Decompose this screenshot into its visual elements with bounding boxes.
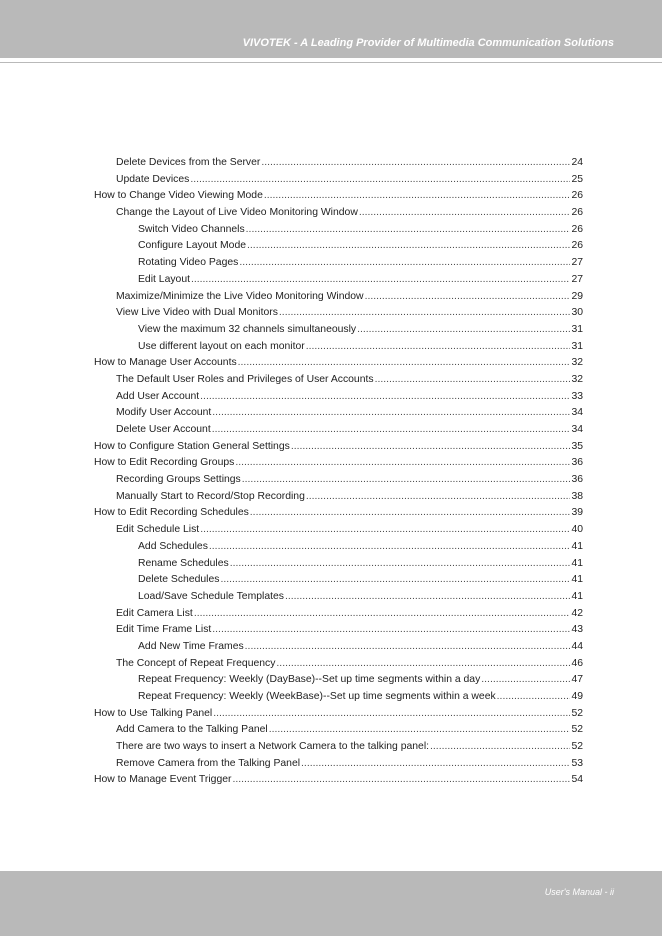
toc-entry-title: How to Manage Event Trigger [94, 774, 232, 786]
toc-dot-leader [365, 289, 571, 306]
toc-entry-page: 49 [571, 691, 583, 702]
toc-entry-page: 47 [571, 674, 583, 686]
toc-entry-title: Load/Save Schedule Templates [138, 590, 284, 602]
toc-entry-page: 26 [571, 240, 583, 252]
toc-entry-page: 27 [571, 257, 583, 269]
toc-entry-page: 44 [571, 640, 583, 652]
toc-entry-page: 52 [571, 741, 583, 753]
toc-entry-title: Remove Camera from the Talking Panel [116, 757, 301, 769]
toc-dot-leader [261, 155, 570, 172]
toc-dot-leader [232, 772, 570, 789]
toc-entry-title: Use different layout on each monitor [138, 340, 305, 352]
toc-entry-page: 38 [571, 490, 583, 502]
toc-entry-title: Delete Schedules [138, 574, 220, 586]
toc-entry[interactable] [94, 389, 583, 406]
toc-entry[interactable] [94, 172, 583, 189]
toc-entry[interactable] [94, 188, 583, 205]
toc-entry[interactable] [94, 238, 583, 255]
toc-entry[interactable] [94, 505, 583, 522]
toc-entry-title: Add Schedules [138, 540, 208, 552]
toc-dot-leader [235, 455, 570, 472]
toc-entry-page: 42 [571, 607, 583, 619]
toc-entry[interactable] [94, 339, 583, 356]
toc-entry-page: 41 [571, 574, 583, 586]
toc-entry-title: Edit Time Frame List [116, 624, 212, 636]
toc-entry[interactable] [94, 422, 583, 439]
toc-entry[interactable] [94, 572, 583, 589]
toc-dot-leader [357, 322, 570, 339]
toc-dot-leader [245, 639, 571, 656]
toc-entry-page: 33 [571, 390, 583, 402]
toc-entry-page: 40 [571, 524, 583, 536]
toc-dot-leader [481, 672, 570, 689]
toc-dot-leader [191, 272, 570, 289]
toc-entry-title: Manually Start to Record/Stop Recording [116, 490, 305, 502]
toc-entry[interactable] [94, 639, 583, 656]
toc-entry-page: 41 [571, 557, 583, 569]
toc-entry-title: How to Use Talking Panel [94, 707, 213, 719]
toc-entry-title: There are two ways to insert a Network Camera to the talking panel: [116, 741, 430, 753]
header-title: VIVOTEK - A Leading Provider of Multimedia Communication Solutions [242, 37, 614, 49]
toc-entry-title: How to Manage User Accounts [94, 357, 237, 369]
toc-entry[interactable] [94, 472, 583, 489]
toc-dot-leader [194, 606, 571, 623]
toc-entry[interactable] [94, 455, 583, 472]
toc-entry-title: Configure Layout Mode [138, 240, 247, 252]
toc-entry[interactable] [94, 222, 583, 239]
toc-entry-title: Repeat Frequency: Weekly (WeekBase)--Set up time segments within a week [138, 691, 496, 702]
toc-entry-title: Maximize/Minimize the Live Video Monitoring Window [116, 290, 364, 302]
toc-entry-title: Change the Layout of Live Video Monitoring Window [116, 207, 358, 219]
toc-entry-title: View the maximum 32 channels simultaneously [138, 323, 357, 335]
toc-entry-page: 24 [571, 157, 583, 168]
toc-dot-leader [269, 722, 571, 739]
toc-entry-title: How to Edit Recording Schedules [94, 507, 249, 519]
toc-dot-leader [209, 539, 571, 556]
toc-dot-leader [212, 422, 571, 439]
toc-entry-title: Modify User Account [116, 407, 212, 419]
toc-entry-title: Delete User Account [116, 424, 211, 435]
toc-entry-page: 43 [571, 624, 583, 636]
toc-entry[interactable] [94, 706, 583, 723]
toc-entry[interactable] [94, 322, 583, 339]
toc-entry-title: Update Devices [116, 173, 190, 185]
toc-entry[interactable] [94, 689, 583, 706]
toc-dot-leader [359, 205, 571, 222]
toc-entry[interactable] [94, 672, 583, 689]
toc-dot-leader [247, 238, 570, 255]
table-of-contents [94, 155, 583, 789]
toc-dot-leader [497, 689, 571, 706]
toc-dot-leader [301, 756, 570, 773]
toc-dot-leader [375, 372, 571, 389]
toc-entry-title: Add New Time Frames [138, 640, 244, 652]
toc-entry-page: 46 [571, 657, 583, 669]
toc-entry-page: 26 [571, 223, 583, 235]
toc-entry-page: 35 [571, 440, 583, 452]
toc-entry-title: Repeat Frequency: Weekly (DayBase)--Set up time segments within a day [138, 674, 481, 686]
toc-entry-page: 31 [571, 340, 583, 352]
toc-entry[interactable] [94, 255, 583, 272]
toc-entry-page: 53 [571, 757, 583, 769]
page-footer [0, 871, 662, 936]
toc-entry[interactable] [94, 522, 583, 539]
toc-entry-title: Rotating Video Pages [138, 257, 239, 269]
toc-entry[interactable] [94, 622, 583, 639]
toc-entry-page: 36 [571, 457, 583, 469]
header-divider [0, 62, 662, 63]
toc-entry[interactable] [94, 439, 583, 456]
toc-dot-leader [238, 355, 571, 372]
page-header [0, 0, 662, 58]
toc-entry-title: The Default User Roles and Privileges of User Accounts [116, 373, 374, 385]
toc-entry[interactable] [94, 489, 583, 506]
toc-dot-leader [246, 222, 571, 239]
toc-entry-title: Delete Devices from the Server [116, 157, 261, 168]
toc-entry-page: 41 [571, 540, 583, 552]
toc-dot-leader [250, 505, 571, 522]
toc-entry[interactable] [94, 205, 583, 222]
toc-dot-leader [212, 405, 570, 422]
toc-entry[interactable] [94, 756, 583, 773]
toc-entry-page: 27 [571, 273, 583, 285]
toc-entry-page: 52 [571, 707, 583, 719]
toc-entry-page: 25 [571, 173, 583, 185]
toc-dot-leader [291, 439, 571, 456]
toc-entry-title: Recording Groups Settings [116, 474, 241, 486]
toc-entry[interactable] [94, 722, 583, 739]
toc-entry-page: 32 [571, 357, 583, 369]
toc-entry[interactable] [94, 589, 583, 606]
toc-dot-leader [230, 556, 571, 573]
toc-entry-page: 32 [571, 373, 583, 385]
toc-entry-title: Edit Schedule List [116, 524, 200, 536]
toc-dot-leader [200, 522, 570, 539]
toc-dot-leader [276, 656, 570, 673]
toc-entry-title: Switch Video Channels [138, 223, 245, 235]
toc-entry-page: 34 [571, 407, 583, 419]
toc-entry-title: Edit Layout [138, 273, 190, 285]
toc-entry[interactable] [94, 272, 583, 289]
toc-entry-page: 39 [571, 507, 583, 519]
toc-entry-page: 34 [571, 424, 583, 435]
toc-entry-title: Rename Schedules [138, 557, 229, 569]
toc-dot-leader [190, 172, 570, 189]
toc-entry-page: 26 [571, 190, 583, 202]
toc-dot-leader [264, 188, 571, 205]
toc-entry[interactable] [94, 372, 583, 389]
toc-entry-page: 31 [571, 323, 583, 335]
toc-dot-leader [200, 389, 570, 406]
toc-entry[interactable] [94, 772, 583, 789]
toc-entry-title: Add User Account [116, 390, 200, 402]
toc-entry-page: 52 [571, 724, 583, 736]
toc-dot-leader [285, 589, 570, 606]
toc-entry-title: How to Edit Recording Groups [94, 457, 235, 469]
toc-dot-leader [213, 706, 570, 723]
toc-entry[interactable] [94, 155, 583, 172]
footer-page-label: User's Manual - ii [544, 887, 614, 897]
toc-entry-title: How to Change Video Viewing Mode [94, 190, 263, 202]
toc-entry-page: 41 [571, 590, 583, 602]
toc-entry[interactable] [94, 556, 583, 573]
toc-entry-title: Add Camera to the Talking Panel [116, 724, 268, 736]
toc-entry-page: 30 [571, 307, 583, 319]
toc-entry[interactable] [94, 606, 583, 623]
toc-entry-title: View Live Video with Dual Monitors [116, 307, 278, 319]
toc-entry-title: Edit Camera List [116, 607, 193, 619]
toc-dot-leader [212, 622, 570, 639]
toc-entry-title: The Concept of Repeat Frequency [116, 657, 276, 669]
toc-entry[interactable] [94, 355, 583, 372]
toc-dot-leader [306, 339, 571, 356]
toc-dot-leader [306, 489, 571, 506]
toc-entry-page: 29 [571, 290, 583, 302]
toc-entry[interactable] [94, 405, 583, 422]
toc-entry[interactable] [94, 539, 583, 556]
toc-entry[interactable] [94, 656, 583, 673]
toc-entry[interactable] [94, 289, 583, 306]
toc-entry[interactable] [94, 739, 583, 756]
toc-entry-title: How to Configure Station General Settings [94, 440, 290, 452]
toc-dot-leader [239, 255, 570, 272]
toc-dot-leader [430, 739, 570, 756]
toc-entry-page: 36 [571, 474, 583, 486]
toc-dot-leader [242, 472, 571, 489]
toc-dot-leader [279, 305, 571, 322]
toc-entry[interactable] [94, 305, 583, 322]
toc-dot-leader [220, 572, 570, 589]
toc-entry-page: 54 [571, 774, 583, 786]
toc-entry-page: 26 [571, 207, 583, 219]
